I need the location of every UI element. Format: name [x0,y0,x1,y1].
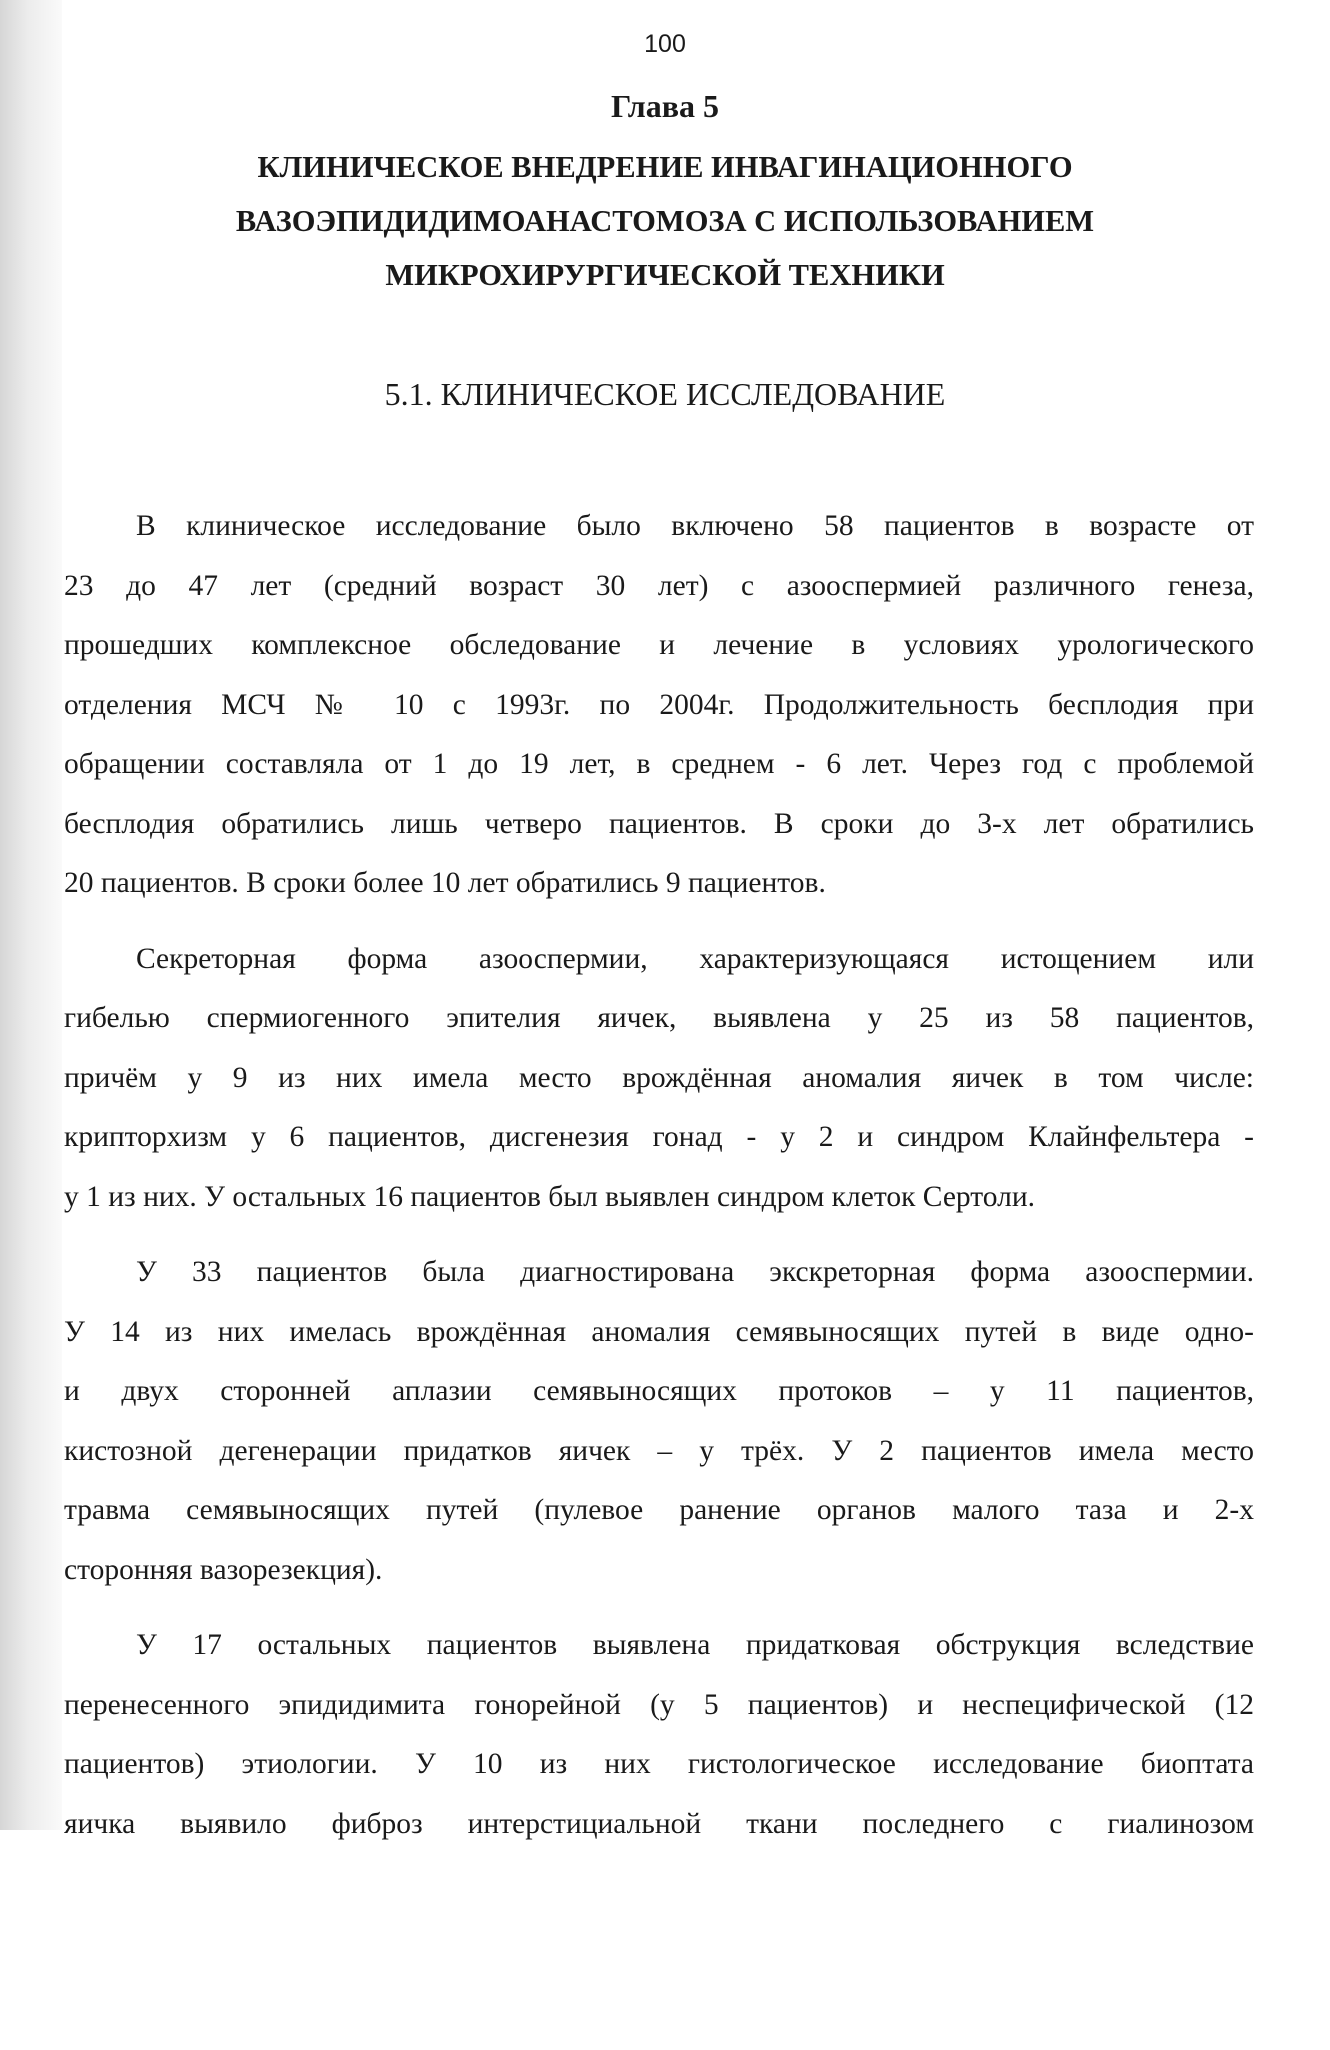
text-line: травма семявыносящих путей (пулевое ранение органов малого таза и 2-х [64,1494,1254,1526]
text-line: пациентов) этиологии. У 10 из них гистологическое исследование биоптата [64,1748,1254,1780]
text-line: бесплодия обратились лишь четверо пациентов. В сроки до 3-х лет обратились [64,807,1254,840]
chapter-title [80,140,1250,302]
text-line: причём у 9 из них имела место врождённая аномалия яичек в том числе: [64,1061,1254,1094]
paragraph [64,930,1254,1228]
paragraph [64,1243,1254,1600]
text-line: У 14 из них имелась врождённая аномалия семявыносящих путей в виде одно- [64,1315,1254,1348]
text-line: прошедших комплексное обследование и лечение в условиях урологического [64,629,1254,661]
paragraph [64,497,1254,914]
text-line: перенесенного эпидидимита гонорейной (у 5 пациентов) и неспецифической (12 [64,1688,1254,1721]
chapter-title-line: ВАЗОЭПИДИДИМОАНАСТОМОЗА С ИСПОЛЬЗОВАНИЕМ [235,204,1095,238]
chapter-title-line: МИКРОХИРУРГИЧЕСКОЙ ТЕХНИКИ [385,258,945,292]
paragraph [64,1616,1254,1854]
chapter-title-line: КЛИНИЧЕСКОЕ ВНЕДРЕНИЕ ИНВАГИНАЦИОННОГО [257,150,1073,184]
text-line: У 33 пациентов была диагностирована экскреторная форма азооспермии. [136,1256,1254,1288]
text-line: гибелью спермиогенного эпителия яичек, выявлена у 25 из 58 пациентов, [64,1002,1254,1034]
text-line: В клиническое исследование было включено 58 пациентов в возрасте от [136,510,1254,542]
scan-shadow-edge [0,0,62,1830]
text-line: и двух сторонней аплазии семявыносящих протоков – у 11 пациентов, [64,1375,1254,1407]
text-line: сторонняя вазорезекция). [64,1553,383,1586]
text-line: 23 до 47 лет (средний возраст 30 лет) с азооспермией различного генеза, [64,569,1254,602]
text-line: 20 пациентов. В сроки более 10 лет обратились 9 пациентов. [64,867,826,899]
text-line: у 1 из них. У остальных 16 пациентов был выявлен синдром клеток Сертоли. [64,1180,1036,1213]
chapter-label: Глава 5 [611,88,719,124]
text-line: обращении составляла от 1 до 19 лет, в среднем - 6 лет. Через год с проблемой [64,748,1254,780]
text-line: отделения МСЧ № 10 с 1993г. по 2004г. Продолжительность бесплодия при [64,688,1254,721]
text-line: крипторхизм у 6 пациентов, дисгенезия гонад - у 2 и синдром Клайнфельтера - [64,1121,1254,1153]
page-number: 100 [644,30,686,58]
text-line: У 17 остальных пациентов выявлена придатковая обструкция вследствие [136,1629,1254,1661]
body-text [64,497,1254,1854]
text-line: кистозной дегенерации придатков яичек – у трёх. У 2 пациентов имела место [64,1434,1254,1467]
text-line: Секреторная форма азооспермии, характеризующаяся истощением или [136,942,1254,975]
section-title: 5.1. КЛИНИЧЕСКОЕ ИССЛЕДОВАНИЕ [384,376,946,412]
text-line: яичка выявило фиброз интерстициальной ткани последнего с гиалинозом [64,1807,1254,1840]
